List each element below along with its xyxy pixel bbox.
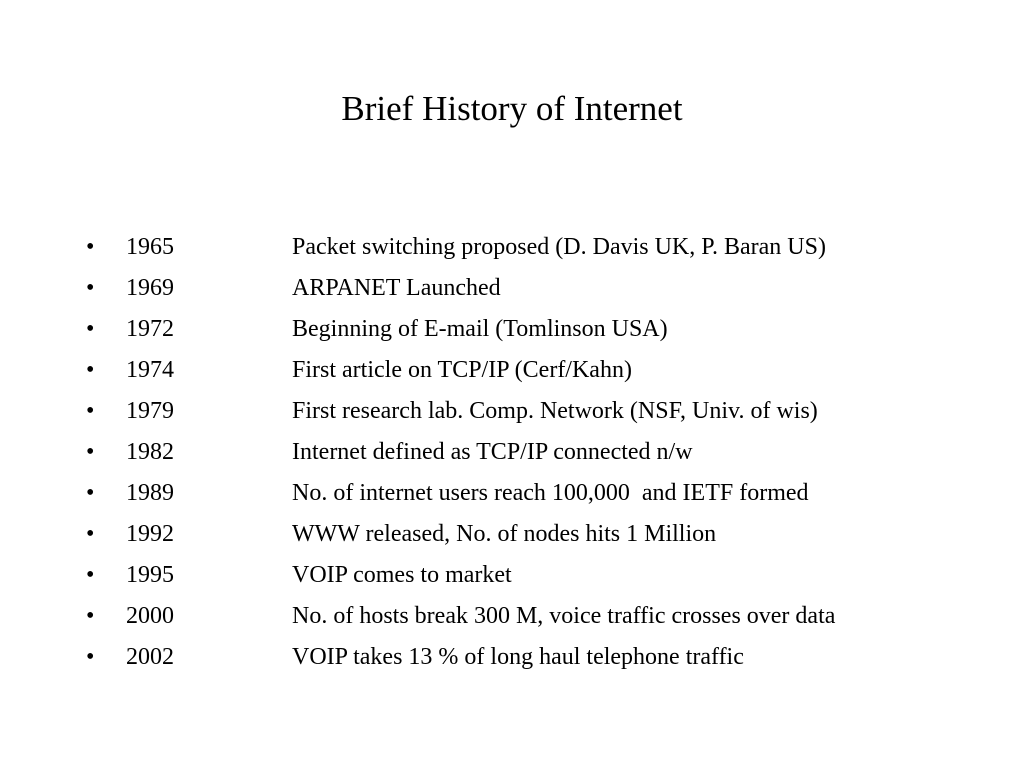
bullet-icon: •: [86, 316, 95, 342]
list-item: [86, 556, 986, 597]
bullet-icon: •: [86, 521, 95, 547]
item-year: 1989: [126, 480, 174, 506]
bullet-icon: •: [86, 644, 95, 670]
bullet-icon: •: [86, 275, 95, 301]
item-event: VOIP comes to market: [292, 562, 512, 588]
item-year: 1974: [126, 357, 174, 383]
item-event: Internet defined as TCP/IP connected n/w: [292, 439, 693, 465]
item-year: 1969: [126, 275, 174, 301]
bullet-icon: •: [86, 603, 95, 629]
bullet-icon: •: [86, 357, 95, 383]
item-event: No. of hosts break 300 M, voice traffic crosses over data: [292, 603, 836, 629]
list-item: [86, 228, 986, 269]
list-item: [86, 392, 986, 433]
list-item: [86, 515, 986, 556]
timeline-list: [86, 228, 986, 679]
list-item: [86, 474, 986, 515]
item-year: 1982: [126, 439, 174, 465]
item-year: 1995: [126, 562, 174, 588]
list-item: [86, 310, 986, 351]
list-item: [86, 638, 986, 679]
item-event: First research lab. Comp. Network (NSF, Univ. of wis): [292, 398, 818, 424]
item-year: 1972: [126, 316, 174, 342]
slide-title: Brief History of Internet: [341, 89, 683, 128]
item-year: 1979: [126, 398, 174, 424]
bullet-icon: •: [86, 234, 95, 260]
item-event: VOIP takes 13 % of long haul telephone traffic: [292, 644, 744, 670]
bullet-icon: •: [86, 562, 95, 588]
bullet-icon: •: [86, 398, 95, 424]
item-year: 2000: [126, 603, 174, 629]
item-event: WWW released, No. of nodes hits 1 Million: [292, 521, 717, 547]
item-year: 1965: [126, 234, 174, 260]
item-event: ARPANET Launched: [292, 275, 501, 301]
bullet-icon: •: [86, 439, 95, 465]
list-item: [86, 269, 986, 310]
bullet-icon: •: [86, 480, 95, 506]
item-event: No. of internet users reach 100,000 and IETF formed: [292, 480, 809, 506]
list-item: [86, 433, 986, 474]
item-event: Beginning of E-mail (Tomlinson USA): [292, 316, 668, 342]
item-event: Packet switching proposed (D. Davis UK, P. Baran US): [292, 234, 826, 260]
item-event: First article on TCP/IP (Cerf/Kahn): [292, 357, 632, 383]
list-item: [86, 351, 986, 392]
list-item: [86, 597, 986, 638]
item-year: 2002: [126, 644, 174, 670]
item-year: 1992: [126, 521, 174, 547]
